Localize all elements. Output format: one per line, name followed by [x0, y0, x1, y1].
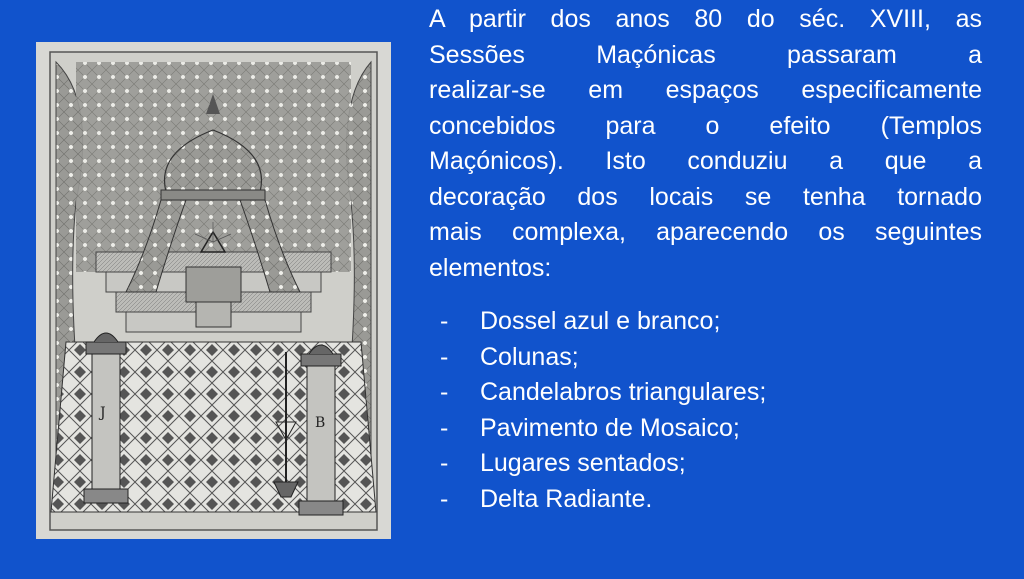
list-item [440, 304, 766, 340]
list-item-text: Candelabros triangulares; [480, 378, 767, 406]
list-item-text: Colunas; [480, 342, 579, 371]
list-item [440, 446, 766, 482]
intro-line: decoração dos locais se tenha tornado [429, 182, 982, 211]
list-item [440, 340, 766, 376]
intro-line: realizar-se em espaços especificamente [429, 76, 982, 104]
elements-list [440, 304, 766, 517]
bullet-marker: - [440, 342, 449, 371]
bullet-marker: - [440, 378, 449, 406]
intro-line: elementos: [429, 253, 552, 282]
list-item-text: Lugares sentados; [480, 449, 686, 477]
list-item [440, 411, 766, 447]
intro-line: concebidos para o efeito (Templos [429, 111, 982, 140]
bullet-marker: - [440, 307, 449, 335]
column-left-letter: J [100, 405, 106, 421]
column-right-letter: B [315, 415, 326, 431]
list-item-text: Dossel azul e branco; [480, 307, 721, 335]
temple-engraving-illustration [36, 42, 391, 539]
bullet-marker: - [440, 413, 449, 442]
bullet-marker: - [440, 484, 449, 513]
intro-line: Sessões Maçónicas passaram a [429, 40, 982, 69]
intro-line: A partir dos anos 80 do séc. XVIII, as [429, 5, 982, 33]
intro-paragraph [429, 2, 982, 286]
bullet-marker: - [440, 449, 449, 477]
list-item-text: Pavimento de Mosaico; [480, 413, 740, 442]
list-item [440, 375, 766, 411]
temple-engraving-image [36, 42, 391, 539]
intro-line: mais complexa, aparecendo os seguintes [429, 218, 982, 246]
intro-line: Maçónicos). Isto conduziu a que a [429, 147, 982, 175]
list-item [440, 482, 766, 518]
list-item-text: Delta Radiante. [480, 484, 653, 513]
